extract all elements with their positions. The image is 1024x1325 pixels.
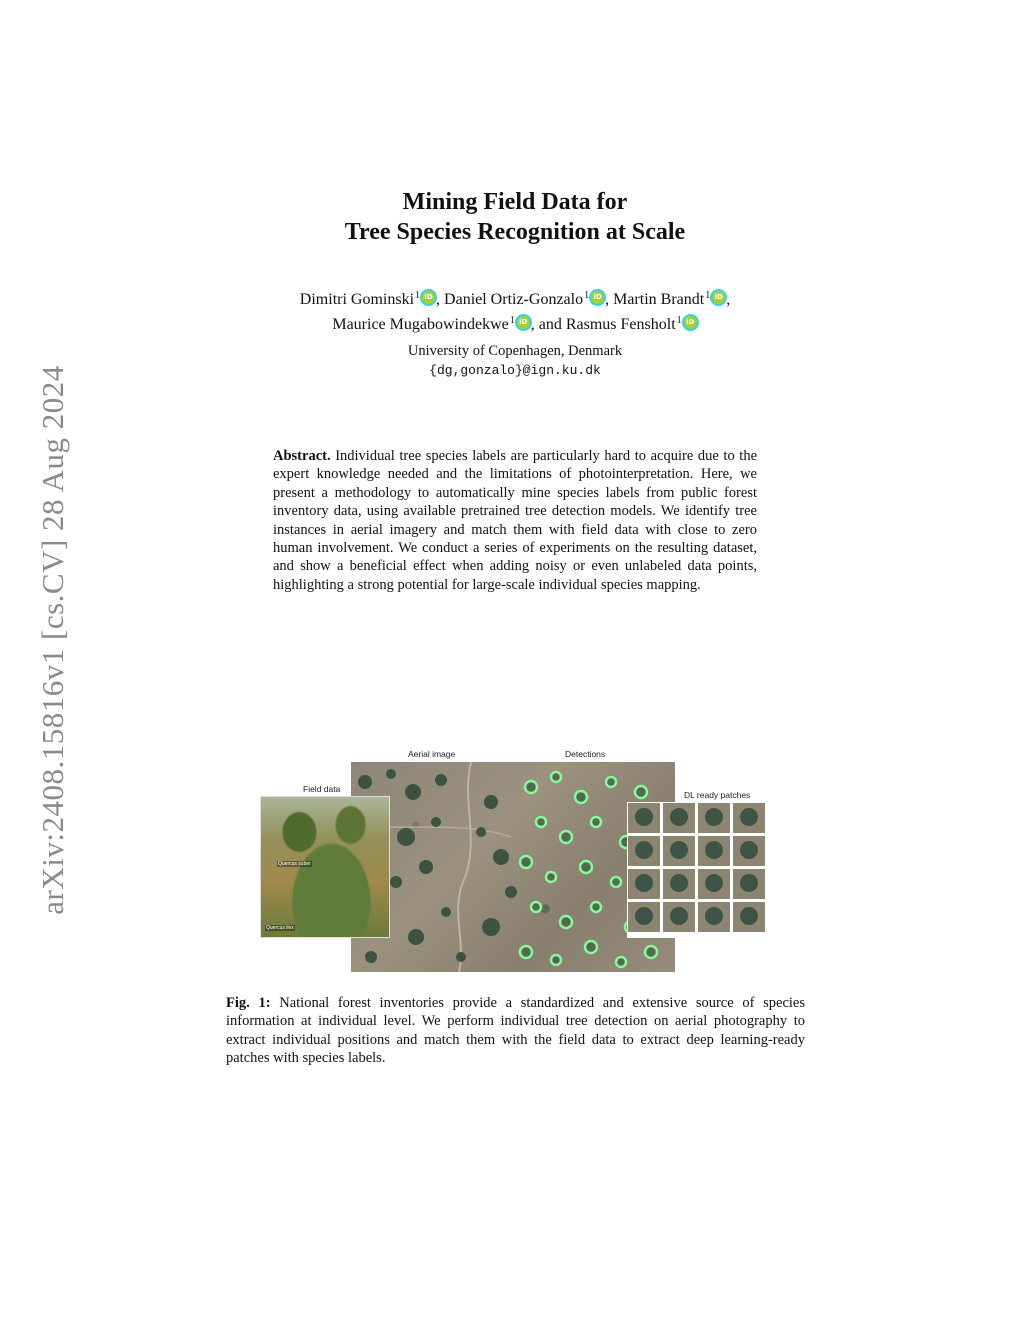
image-patch	[628, 836, 660, 866]
image-patch	[698, 803, 730, 833]
affiliation-marker: 1	[415, 290, 421, 301]
photo-species-tag: Quercus ilex	[266, 925, 294, 931]
aerial-image-label: Aerial image	[408, 749, 456, 759]
author	[444, 291, 613, 308]
field-photo	[260, 796, 390, 938]
dirt-path	[458, 762, 471, 972]
author-separator: ,	[726, 291, 731, 308]
orcid-icon[interactable]	[683, 315, 698, 330]
photo-species-tag: Quercus suber	[278, 861, 311, 867]
author	[300, 291, 444, 308]
abstract-text: Individual tree species labels are particularly hard to acquire due to the expert knowledge needed and the limitations of photointerpretation. Here, we present a methodology to automatically mine species labels from public forest inventory data, using available pretrained tree detection models. We identify tree instances in aerial imagery and match them with field data with close to zero human involvement. We conduct a series of experiments on the resulting dataset, and show a beneficial effect when adding noisy or even unlabeled data points, highlighting a strong potential for large-scale individual species mapping.	[273, 448, 758, 593]
institution: University of Copenhagen, Denmark	[407, 343, 623, 359]
arxiv-identifier: arXiv:2408.15816v1 [cs.CV] 28 Aug 2024	[35, 365, 70, 915]
author-separator: ,	[436, 291, 445, 308]
abstract	[273, 447, 757, 594]
author-list	[240, 285, 790, 335]
dl-patches-label: DL ready patches	[684, 790, 751, 800]
image-patch	[698, 902, 730, 932]
field-data-label: Field data	[303, 784, 341, 794]
orcid-icon[interactable]	[421, 290, 436, 305]
detections-label: Detections	[565, 749, 606, 759]
image-patch	[663, 869, 695, 899]
affiliation-marker: 1	[705, 290, 711, 301]
image-patch	[733, 836, 765, 866]
author	[613, 291, 730, 308]
image-patch	[628, 869, 660, 899]
figure-caption-text: National forest inventories provide a standardized and extensive source of species information at individual level. We perform individual tree detection on aerial photography to extract individual positions and match them with the field data to extract deep learning-ready patches with species labels.	[226, 995, 806, 1067]
affiliation-marker: 1	[584, 290, 590, 301]
affiliation-marker: 1	[509, 315, 515, 326]
figure-caption	[226, 994, 805, 1068]
paper-title	[260, 187, 770, 247]
author-separator: ,	[605, 291, 614, 308]
abstract-label: Abstract.	[273, 448, 331, 464]
author	[332, 316, 566, 333]
figure-caption-label: Fig. 1:	[226, 995, 271, 1011]
image-patch	[698, 869, 730, 899]
title-line-1: Mining Field Data for	[402, 189, 628, 215]
orcid-icon[interactable]	[711, 290, 726, 305]
figure-1	[255, 745, 770, 975]
affiliation-marker: 1	[676, 315, 682, 326]
author-name: Daniel Ortiz-Gonzalo	[444, 291, 584, 308]
image-patch	[663, 902, 695, 932]
author-name: Martin Brandt	[613, 291, 705, 308]
image-patch	[733, 902, 765, 932]
image-patch	[698, 836, 730, 866]
patch-grid	[627, 802, 765, 938]
affiliation-block	[300, 342, 730, 380]
image-patch	[733, 803, 765, 833]
author-name: Rasmus Fensholt	[565, 316, 676, 333]
author	[566, 316, 698, 333]
orcid-icon[interactable]	[590, 290, 605, 305]
image-patch	[628, 902, 660, 932]
image-patch	[628, 803, 660, 833]
author-separator: , and	[530, 316, 566, 333]
image-patch	[733, 869, 765, 899]
email-address[interactable]: {dg,gonzalo}@ign.ku.dk	[429, 363, 601, 378]
image-patch	[663, 836, 695, 866]
author-name: Maurice Mugabowindekwe	[332, 316, 509, 333]
image-patch	[663, 803, 695, 833]
title-line-2: Tree Species Recognition at Scale	[344, 219, 686, 245]
author-name: Dimitri Gominski	[299, 291, 415, 308]
orcid-icon[interactable]	[516, 315, 531, 330]
